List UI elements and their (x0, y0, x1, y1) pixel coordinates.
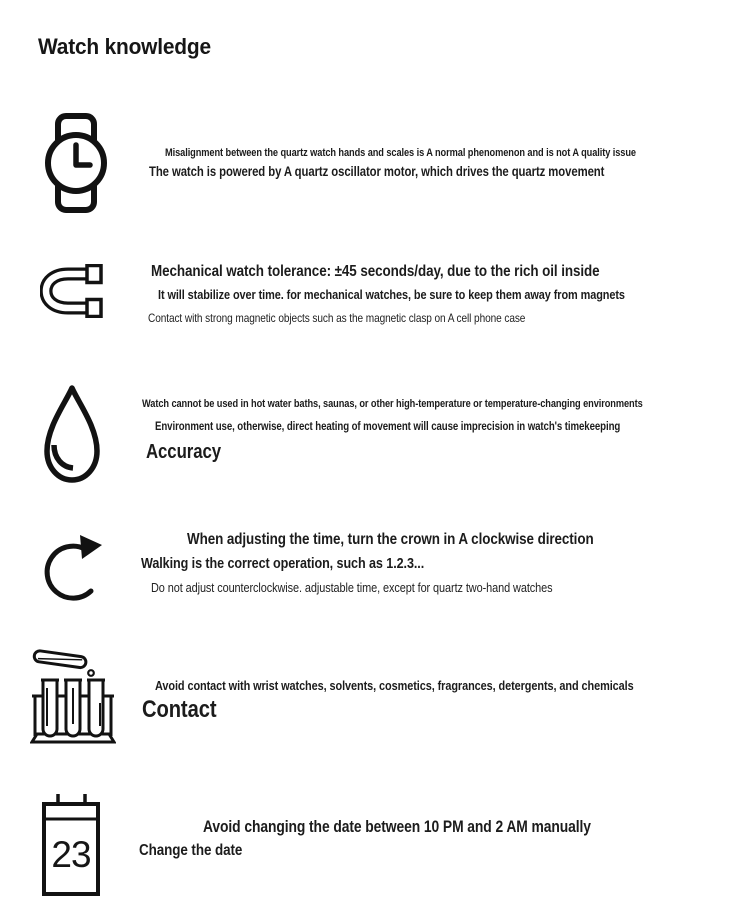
note-hot-water: Watch cannot be used in hot water baths, saunas, or other high-temperature or temperature-changing environments (142, 398, 643, 410)
note-misalignment: Misalignment between the quartz watch hands and scales is A normal phenomenon and is not A quality issue (165, 147, 636, 159)
watch-icon (45, 112, 107, 214)
note-avoid-date-change: Avoid changing the date between 10 PM and 2 AM manually (203, 818, 591, 836)
water-drop-icon (40, 383, 104, 487)
note-quartz-motor: The watch is powered by A quartz oscillator motor, which drives the quartz movement (149, 164, 605, 179)
note-counterclockwise: Do not adjust counterclockwise. adjustable time, except for quartz two-hand watches (151, 580, 553, 595)
note-stabilize: It will stabilize over time. for mechanical watches, be sure to keep them away from magnets (158, 287, 625, 302)
note-environment: Environment use, otherwise, direct heating of movement will cause imprecision in watch's timekeeping (155, 421, 621, 433)
heading-contact: Contact (142, 696, 217, 723)
calendar-icon (40, 793, 102, 897)
note-avoid-chemicals: Avoid contact with wrist watches, solvents, cosmetics, fragrances, detergents, and chemicals (155, 678, 634, 693)
magnet-icon (40, 264, 106, 318)
test-tubes-icon (30, 648, 116, 744)
note-walking: Walking is the correct operation, such as 1.2.3... (141, 555, 425, 572)
page-title: Watch knowledge (38, 34, 211, 59)
heading-change-date: Change the date (139, 842, 243, 859)
heading-accuracy: Accuracy (146, 441, 221, 463)
note-clockwise: When adjusting the time, turn the crown in A clockwise direction (187, 531, 594, 548)
note-magnetic-contact: Contact with strong magnetic objects such as the magnetic clasp on A cell phone case (148, 311, 526, 325)
note-tolerance: Mechanical watch tolerance: ±45 seconds/day, due to the rich oil inside (151, 263, 600, 280)
rotate-clockwise-icon (42, 528, 108, 608)
calendar-day: 23 (51, 834, 91, 875)
